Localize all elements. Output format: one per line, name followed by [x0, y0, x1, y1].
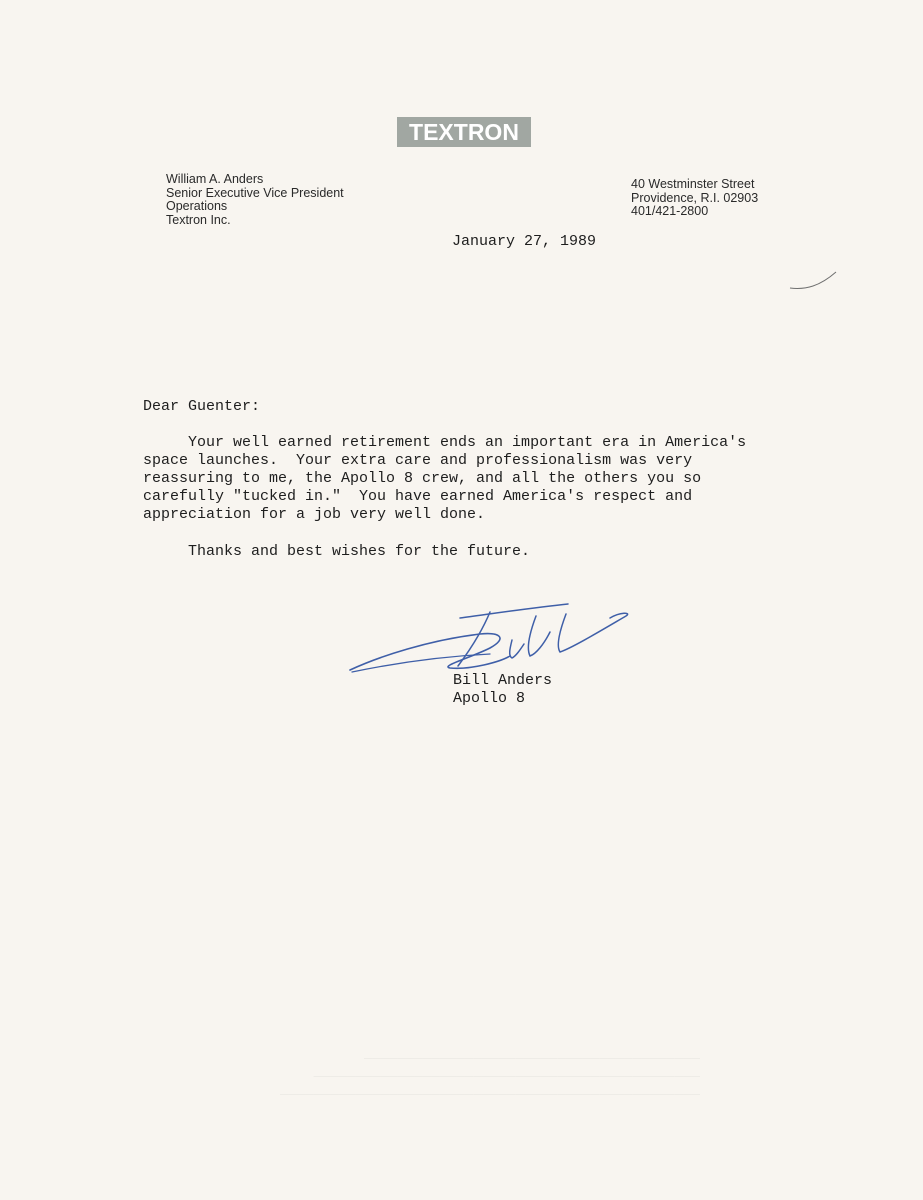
sender-company: Textron Inc.: [166, 212, 231, 227]
textron-logo: TEXTRON: [397, 117, 531, 147]
signer-name: Bill Anders: [453, 672, 553, 689]
salutation: Dear Guenter:: [143, 398, 261, 415]
offset-ghost-text: ________________________________________ ______________________________________________ __________________________________________________: [279, 1046, 700, 1098]
sender-title: Senior Executive Vice President: [166, 185, 344, 200]
letter-date: January 27, 1989: [452, 233, 597, 250]
sender-block: [166, 173, 344, 227]
sender-name: William A. Anders: [166, 172, 264, 186]
body-line: Your well earned retirement ends an important era in America's: [143, 434, 747, 451]
closing-line: Thanks and best wishes for the future.: [143, 543, 531, 560]
body-line: reassuring to me, the Apollo 8 crew, and all the others you so: [143, 470, 702, 487]
body-line: carefully "tucked in." You have earned America's respect and: [143, 488, 693, 505]
signer-mission: Apollo 8: [453, 690, 526, 707]
pencil-mark: [788, 268, 838, 294]
address-street: 40 Westminster Street: [631, 177, 755, 191]
address-city: Providence, R.I. 02903: [631, 190, 759, 205]
sender-department: Operations: [166, 199, 228, 213]
body-line: appreciation for a job very well done.: [143, 506, 486, 523]
address-block: [631, 178, 758, 219]
body-line: space launches. Your extra care and professionalism was very: [143, 452, 693, 469]
letter-body: [143, 434, 803, 524]
signer-block: [453, 672, 552, 708]
address-phone: 401/421-2800: [631, 204, 709, 218]
